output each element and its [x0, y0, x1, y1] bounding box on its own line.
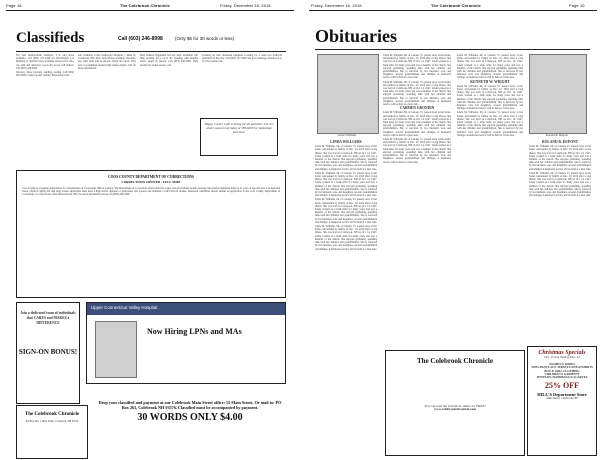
obit-col-1: LINDA WILLIAMS Linda M. Williams, 69, of Canaan, Vt. passed away at her home, surrounded by family on Dec. 10, 2016 after a long illness. She was born in Colebrook, NH on Oct. 14, 1947. Linda worked as a bank teller for many years and was a member of the church. She enjoyed gardening, spending time with her children and grandchildren. She is survived by her husband, sons and daughters, several grandchildren and siblings. A memorial service will be held at a later date. Linda M. Williams, 69, of Canaan, Vt. passed away at her home, surrounded by family on Dec. 10, 2016 after a long illness. She was born in Colebrook, NH on Oct. 14, 1947. Linda worked as a bank teller for many years and was a member of the church. She enjoyed gardening, spending time with her children and grandchildren. She is survived by her husband, sons and daughters, several grandchildren and siblings. A memorial service will be held at a later date. Linda M. Williams, 69, of Canaan, Vt. passed away at her home, surrounded by family on Dec. 10, 2016 after a long illness. She was born in Colebrook, NH on Oct. 14, 1947. Linda worked as a bank teller for many years and was a member of the church. She enjoyed gardening, spending time with her children and grandchildren. She is survived by her husband, sons and daughters, several grandchildren and siblings. A memorial service will be held at a later date. Linda M. Williams, 69, of Canaan, Vt. passed away at her home, surrounded by family on Dec. 10, 2016 after a long illness. She was born in Colebrook, NH on Oct. 14, 1947. Linda worked as a bank teller for many years and was a member of the church. She enjoyed gardening, spending time with her children and grandchildren. She is survived by her husband, sons and daughters, several grandchildren and siblings. A memorial service will be held at a later date.	[315, 140, 377, 251]
join-team-text: Join a dedicated team of individuals that CARES and MAKES a DIFFERENCE	[20, 311, 76, 325]
obit-title-rule	[315, 49, 590, 50]
classified-col-4: Looking for rent, interested residents. Looking for a clean two bedroom apartment in the area. Call (603) 237-5000 and leave message. Thank you to all who reached out.	[202, 54, 282, 64]
obit-caption-roland: Roland R. Dupont	[546, 134, 568, 137]
obit-name-carmen: CARMEN GRONDIN	[399, 106, 435, 111]
christmas-item: BOY & GIRL CLOTHING	[544, 369, 580, 373]
classifieds-phone-note: (Only $6 for 30 words or less)	[175, 36, 235, 41]
christmas-ad	[527, 346, 597, 456]
corrections-subtitle: CORRECTIONS OFFICER - FULL TIME	[121, 180, 181, 184]
corrections-title: COOS COUNTY DEPARTMENT OF CORRECTIONS	[108, 175, 194, 179]
nurse-photo	[95, 321, 137, 378]
chronicle-subscribe-box	[385, 350, 525, 456]
obit-col-4: ROLAND R. DUPONT Linda M. Williams, 69, of Canaan, Vt. passed away at her home, surrounded by family on Dec. 10, 2016 after a long illness. She was born in Colebrook, NH on Oct. 14, 1947. Linda worked as a bank teller for many years and was a member of the church. She enjoyed gardening, spending time with her children and grandchildren. She is survived by her husband, sons and daughters, several grandchildren and siblings. A memorial service will be held at a later date. Linda M. Williams, 69, of Canaan, Vt. passed away at her home, surrounded by family on Dec. 10, 2016 after a long illness. She was born in Colebrook, NH on Oct. 14, 1947. Linda worked as a bank teller for many years and was a member of the church. She enjoyed gardening, spending time with her children and grandchildren. She is survived by her husband, sons and daughters, several grandchildren and siblings. A memorial service will be held at a later date.	[529, 140, 591, 198]
right-header-rule	[309, 10, 597, 11]
classified-col-1: For Sale. Replacement windows, 3 ft. and doors available. Call (603) 237-4428 for information. Lot Pittsburg to Stratford area, available firewood for sale, cut, split and delivered. Good dry wood, will deliver. Call (603) 246-0000. Services. Snow plowing, sanding, roofing. Call (802) 962-0000 Colebrook and vicinity. Reasonable rates.	[16, 54, 74, 78]
classified-col-3: Help Wanted. Happened last few days. Available: full time position for a local dry cleaning with flexible hours. Apply in person. Call (603) 246-3000. Help needed for winter season, call.	[140, 54, 198, 67]
corrections-body: Coos County is accepting applications for a Department of Corrections Officer position. The Department of Corrections offers attractive wages and an excellent benefit package. Successful candidates must be 21 years of age and pass a background check, physical agility test and drug screen. Applicants must have a high school diploma or equivalent, and possess and maintain a valid driver's license. Interested candidates should submit an application to the Coos County Department of Corrections, 5 Cooley Road, West Stewartstown, NH. For more information please call (603) 246-3300.	[22, 187, 280, 197]
classified-price: 30 WORDS ONLY $4.00	[137, 412, 243, 424]
join-team-ad	[16, 302, 80, 404]
christmas-dates: Dec. 15 thru Sunday, Dec. 24	[544, 356, 580, 359]
obit-photo-roland	[529, 54, 587, 134]
chronicle-address: PO Box 263, 1 Main Street, Colebrook, NH 03576	[25, 420, 79, 423]
christmas-item: CHILDREN'S GARMENT	[544, 372, 580, 376]
classified-bottom-block	[96, 400, 284, 455]
subscribe-note: You can read the Chronicle online for FREE!	[424, 405, 486, 408]
signup-bonus: SIGN-ON BONUS!	[18, 348, 78, 356]
right-running-title: The Colebrook Chronicle	[431, 3, 481, 8]
happy-corner-ad: Happy Corner Café is hiring for all positions. For the winter season call today at 538-6000 for immediate interview.	[200, 118, 278, 156]
section-title-obituaries: Obituaries	[315, 26, 398, 46]
left-page-number: Page 18	[6, 3, 22, 8]
section-title-classifieds: Classifieds	[16, 30, 85, 46]
hospital-name: Upper Connecticut Valley Hospital	[91, 305, 158, 310]
hills-address: Main Street, Colebrook NH	[546, 397, 578, 401]
obit-caption-linda: Linda Williams	[337, 134, 357, 137]
obit-photo-linda	[317, 54, 379, 134]
classifieds-phone: Call (603) 246-8998	[118, 36, 163, 42]
classified-instructions: Drop your classified and payment at our Colebrook Main Street office: 15 Main Street, Or mail to: PO Box 263, Colebrook NH 03576. Classified must be accompanied by payment.	[98, 400, 282, 411]
christmas-item: JEWELRY, HANDBAGS & SCARVES	[536, 376, 588, 380]
right-page-number: Page 19	[569, 3, 585, 8]
hiring-headline: Now Hiring LPNs and MAs	[147, 327, 242, 336]
header-rule	[6, 10, 294, 11]
hills-store-name: HILL'S Department Store	[537, 392, 587, 398]
right-page	[301, 0, 602, 460]
left-running-title: The Colebrook Chronicle	[120, 3, 170, 8]
chronicle-logo: The Colebrook Chronicle	[24, 412, 80, 417]
classified-col-2: ack, available at the Colebrook Chronicle, 1 Main St, Colebrook, NH, Mon. Store Hours available. Recently, any other item will be shown. Check the fabric. First year of equipment needed right single engine. Call for more information.	[78, 54, 136, 70]
chronicle-logo-right: The Colebrook Chronicle	[417, 357, 493, 365]
christmas-title: Christmas Specials	[538, 350, 586, 356]
christmas-discount: 25% OFF	[545, 381, 579, 391]
chronicle-box	[16, 405, 88, 459]
christmas-item: WOMEN'S ROBES	[549, 363, 575, 367]
obit-name-kenneth: KENNETH W. WRIGHT	[470, 79, 510, 84]
right-date: Friday, December 16, 2016	[311, 3, 362, 8]
obit-col-2: Linda M. Williams, 69, of Canaan, Vt. passed away at her home, surrounded by family on Dec. 10, 2016 after a long illness. She was born in Colebrook, NH on Oct. 14, 1947. Linda worked as a bank teller for many years and was a member of the church. She enjoyed gardening, spending time with her children and grandchildren. She is survived by her husband, sons and daughters, several grandchildren and siblings. A memorial service will be held at a later date. Linda M. Williams, 69, of Canaan, Vt. passed away at her home, surrounded by family on Dec. 10, 2016 after a long illness. She was born in Colebrook, NH on Oct. 14, 1947. Linda worked as a bank teller for many years and was a member of the church. She enjoyed gardening, spending time with her children and grandchildren. She is survived by her husband, sons and daughters, several grandchildren and siblings. A memorial service will be held at a later date. CARMEN GRONDIN Linda M. Williams, 69, of Canaan, Vt. passed away at her home, surrounded by family on Dec. 10, 2016 after a long illness. She was born in Colebrook, NH on Oct. 14, 1947. Linda worked as a bank teller for many years and was a member of the church. She enjoyed gardening, spending time with her children and grandchildren. She is survived by her husband, sons and daughters, several grandchildren and siblings. A memorial service will be held at a later date. Linda M. Williams, 69, of Canaan, Vt. passed away at her home, surrounded by family on Dec. 10, 2016 after a long illness. She was born in Colebrook, NH on Oct. 14, 1947. Linda worked as a bank teller for many years and was a member of the church. She enjoyed gardening, spending time with her children and grandchildren. She is survived by her husband, sons and daughters, several grandchildren and siblings. A memorial service will be held at a later date.	[383, 54, 451, 164]
obit-name-roland: ROLAND R. DUPONT	[541, 140, 579, 144]
corrections-ad	[16, 170, 286, 298]
obit-name-linda: LINDA WILLIAMS	[330, 140, 362, 144]
christmas-item: TOPS-PANTS-SUN JERSEYS-SWEATSHIRTS	[531, 366, 593, 370]
subscribe-url[interactable]: www.colebrookchronicle.com	[433, 408, 477, 412]
hospital-ad	[86, 302, 286, 384]
left-date: Friday, December 16, 2016	[220, 3, 271, 8]
obit-col-3: Linda M. Williams, 69, of Canaan, Vt. passed away at her home, surrounded by family on Dec. 10, 2016 after a long illness. She was born in Colebrook, NH on Oct. 14, 1947. Linda worked as a bank teller for many years and was a member of the church. She enjoyed gardening, spending time with her children and grandchildren. She is survived by her husband, sons and daughters, several grandchildren and siblings. A memorial service will be held at a later date. KENNETH W. WRIGHT Linda M. Williams, 69, of Canaan, Vt. passed away at her home, surrounded by family on Dec. 10, 2016 after a long illness. She was born in Colebrook, NH on Oct. 14, 1947. Linda worked as a bank teller for many years and was a member of the church. She enjoyed gardening, spending time with her children and grandchildren. She is survived by her husband, sons and daughters, several grandchildren and siblings. A memorial service will be held at a later date. Linda M. Williams, 69, of Canaan, Vt. passed away at her home, surrounded by family on Dec. 10, 2016 after a long illness. She was born in Colebrook, NH on Oct. 14, 1947. Linda worked as a bank teller for many years and was a member of the church. She enjoyed gardening, spending time with her children and grandchildren. She is survived by her husband, sons and daughters, several grandchildren and siblings. A memorial service will be held at a later date.	[457, 54, 523, 137]
title-rule	[16, 51, 286, 52]
